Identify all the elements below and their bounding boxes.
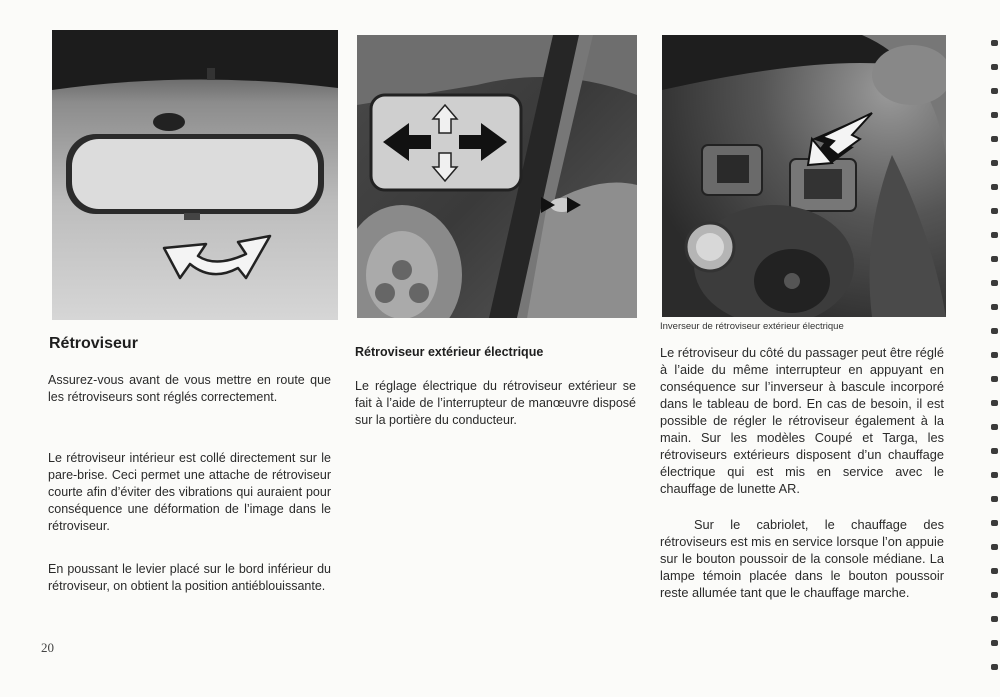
binding-ring bbox=[991, 640, 998, 646]
binding-ring bbox=[991, 448, 998, 454]
paragraph: Le réglage électrique du rétroviseur extérieur se fait à l’aide de l’interrupteur de manœuvre disposé sur la portière du conducteur. bbox=[355, 379, 636, 427]
binding-ring bbox=[991, 304, 998, 310]
binding-ring bbox=[991, 112, 998, 118]
binding-ring bbox=[991, 280, 998, 286]
figure-caption: Inverseur de rétroviseur extérieur électrique bbox=[660, 321, 844, 332]
binding-ring bbox=[991, 328, 998, 334]
binding-ring bbox=[991, 256, 998, 262]
paragraph: Assurez-vous avant de vous mettre en route que les rétroviseurs sont réglés correctement. bbox=[48, 373, 331, 404]
binding-ring bbox=[991, 160, 998, 166]
binding-ring bbox=[991, 544, 998, 550]
page-number: 20 bbox=[41, 640, 54, 655]
spiral-binding bbox=[986, 40, 1000, 690]
paragraph: En poussant le levier placé sur le bord inférieur du rétroviseur, on obtient la position antiéblouissante. bbox=[48, 562, 331, 593]
paragraph: Le rétroviseur du côté du passager peut être réglé à l’aide du même interrupteur en appuyant en conséquence sur l’inverseur à bascule incorporé dans le tableau de bord. En cas de besoin, il est possible de régler le rétroviseur également à la main. Sur les modèles Coupé et Targa, les rétroviseurs extérieurs disposent d’un chauffage électrique qui est mis en service avec le chauffage de lunette AR. bbox=[660, 345, 944, 496]
binding-ring bbox=[991, 400, 998, 406]
section-heading-retroviseur: Rétroviseur bbox=[49, 335, 138, 352]
binding-ring bbox=[991, 64, 998, 70]
binding-ring bbox=[991, 208, 998, 214]
binding-ring bbox=[991, 136, 998, 142]
exterior-mirror-photo bbox=[357, 35, 637, 318]
section-heading-retroviseur-exterieur: Rétroviseur extérieur électrique bbox=[355, 345, 544, 359]
binding-ring bbox=[991, 352, 998, 358]
binding-ring bbox=[991, 376, 998, 382]
binding-ring bbox=[991, 472, 998, 478]
binding-ring bbox=[991, 232, 998, 238]
binding-ring bbox=[991, 184, 998, 190]
interior-mirror-photo bbox=[52, 30, 338, 320]
binding-ring bbox=[991, 664, 998, 670]
binding-ring bbox=[991, 424, 998, 430]
paragraph: Le rétroviseur intérieur est collé directement sur le pare-brise. Ceci permet une attache de rétroviseur courte afin d’éviter des vibrations qui auraient pour conséquence une déformation de l’image dans le rétroviseur. bbox=[48, 451, 331, 533]
binding-ring bbox=[991, 88, 998, 94]
mirror-switch-photo bbox=[662, 35, 946, 317]
binding-ring bbox=[991, 40, 998, 46]
binding-ring bbox=[991, 496, 998, 502]
binding-ring bbox=[991, 616, 998, 622]
binding-ring bbox=[991, 592, 998, 598]
binding-ring bbox=[991, 520, 998, 526]
binding-ring bbox=[991, 568, 998, 574]
paragraph: Sur le cabriolet, le chauffage des rétroviseurs est mis en service lorsque l’on appuie sur le bouton poussoir de la console médiane. La lampe témoin placée dans le bouton poussoir reste allumée tant que le chauffage marche. bbox=[660, 517, 944, 600]
